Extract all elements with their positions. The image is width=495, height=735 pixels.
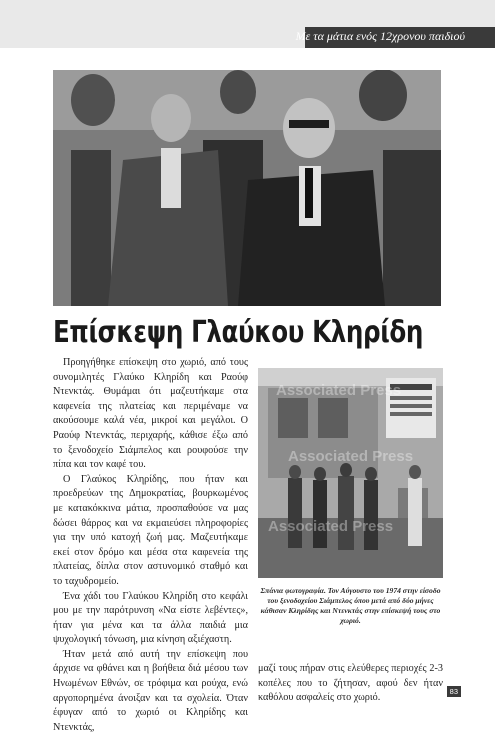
archive-photo bbox=[258, 368, 443, 578]
photo-caption: Σπάνια φωτογραφία. Τον Αύγουστο του 1974 στην είσοδο του ξενοδοχείου Σιάμπελος όπου μετά από δύο μήνες κάθισαν Κληρίδης και Ντενκτάς στην επίσκεψή τους στο χωριό. bbox=[260, 586, 441, 625]
watermark: Associated Press bbox=[276, 382, 402, 399]
paragraph: Ήταν μετά από αυτή την επίσκεψη που άρχισε να φθάνει και η βοήθεια διά μέσου των Ηνωμένων Εθνών, σε τρόφιμα και ρούχα, ενώ αργοπορημένα άνοιξαν και τα σχολεία. Όταν έφυγαν από το χωριό οι Κληρίδης και Ντενκτάς, bbox=[53, 648, 248, 733]
paragraph-continuation: μαζί τους πήραν στις ελεύθερες περιοχές 2-3 κοπέλες που το ζήτησαν, αφού δεν ήταν καθόλου ασφαλείς στο χωριό. bbox=[258, 663, 443, 704]
article-title: Επίσκεψη Γλαύκου Κληρίδη bbox=[53, 315, 424, 350]
running-title: Με τα μάτια ενός 12χρονου παιδιού bbox=[295, 29, 465, 43]
article-body-left-column bbox=[53, 356, 248, 735]
top-photo bbox=[53, 70, 441, 306]
watermark: Associated Press bbox=[268, 518, 394, 535]
page-number: 83 bbox=[447, 686, 461, 697]
top-photo-illustration bbox=[53, 70, 441, 306]
article-body-right-column bbox=[258, 662, 443, 706]
paragraph: Ο Γλαύκος Κληρίδης, που ήταν και προεδρεύων της Δημοκρατίας, βουρκωμένος με κατακόκκινα μάτια, προσπαθούσε να μας δώσει θάρρος και να εκμαιεύσει πληροφορίες για την υπό κατοχή ζωή μας. Μαζευτήκαμε εκεί στον δρόμο και μέσα στα καφενεία της πλατείας, δίπλα στον αστυνομικό σταθμό και το ταχυδρομείο. bbox=[53, 473, 248, 587]
paragraph: Ένα χάδι του Γλαύκου Κληρίδη στο κεφάλι μου με την παρότρυνση «Να είστε λεβέντες», ήταν για μένα και τα άλλα παιδιά μια ψυχολογική τόνωση, μια κίνηση αξιέχαστη. bbox=[53, 590, 248, 646]
paragraph: Προηγήθηκε επίσκεψη στο χωριό, από τους συνομιλητές Γλαύκο Κληρίδη και Ραούφ Ντενκτάς. Θυμάμαι ότι μαζευτήκαμε στα καφενεία της πλατείας και περιμέναμε να ακούσουμε καλά νέα, μικροί και μεγάλοι. Ο Ραούφ Ντενκτάς, περιχαρής, κάθισε έξω από το ξενοδοχείο Σιάμπελος και ρουφούσε την πίπα και τον καφέ του. bbox=[53, 357, 248, 471]
header-band bbox=[0, 0, 495, 48]
archive-photo-illustration bbox=[258, 368, 443, 578]
watermark: Associated Press bbox=[288, 448, 414, 465]
